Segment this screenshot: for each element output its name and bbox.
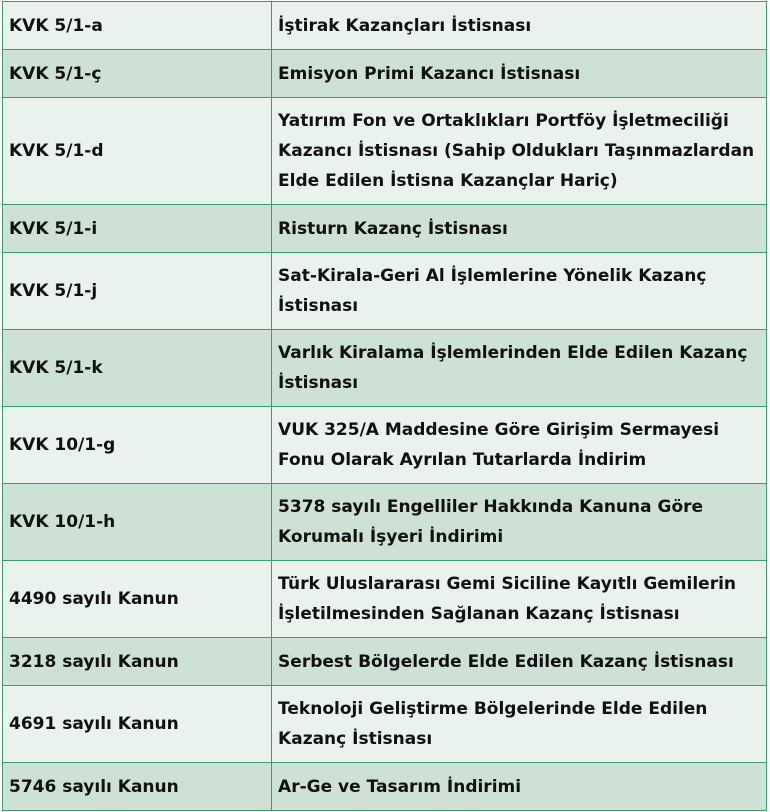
law-reference-cell: KVK 5/1-i bbox=[3, 205, 272, 253]
exemption-description-cell: Teknoloji Geliştirme Bölgelerinde Elde Edilen Kazanç İstisnası bbox=[272, 686, 767, 763]
exemption-description-cell: Türk Uluslararası Gemi Siciline Kayıtlı Gemilerin İşletilmesinden Sağlanan Kazanç İstisnası bbox=[272, 561, 767, 638]
law-reference-cell: KVK 10/1-h bbox=[3, 484, 272, 561]
exemption-description-cell: Varlık Kiralama İşlemlerinden Elde Edilen Kazanç İstisnası bbox=[272, 330, 767, 407]
exemption-description-cell: Sat-Kirala-Geri Al İşlemlerine Yönelik Kazanç İstisnası bbox=[272, 253, 767, 330]
exemption-description-cell: 5378 sayılı Engelliler Hakkında Kanuna Göre Korumalı İşyeri İndirimi bbox=[272, 484, 767, 561]
exemption-description-cell: Yatırım Fon ve Ortaklıkları Portföy İşletmeciliği Kazancı İstisnası (Sahip Oldukları Taşınmazlardan Elde Edilen İstisna Kazançlar Hariç) bbox=[272, 98, 767, 205]
law-reference-cell: KVK 5/1-d bbox=[3, 98, 272, 205]
law-reference-cell: KVK 5/1-a bbox=[3, 2, 272, 50]
exemption-description-cell: Serbest Bölgelerde Elde Edilen Kazanç İstisnası bbox=[272, 638, 767, 686]
exemption-description-cell: Emisyon Primi Kazancı İstisnası bbox=[272, 50, 767, 98]
table-row bbox=[3, 205, 767, 253]
law-reference-cell: 5746 sayılı Kanun bbox=[3, 763, 272, 811]
table-row bbox=[3, 407, 767, 484]
table-row bbox=[3, 98, 767, 205]
law-reference-cell: KVK 5/1-ç bbox=[3, 50, 272, 98]
table-row bbox=[3, 2, 767, 50]
table-row bbox=[3, 561, 767, 638]
table-row bbox=[3, 686, 767, 763]
law-reference-cell: KVK 10/1-g bbox=[3, 407, 272, 484]
table-row bbox=[3, 253, 767, 330]
exemption-description-cell: VUK 325/A Maddesine Göre Girişim Sermayesi Fonu Olarak Ayrılan Tutarlarda İndirim bbox=[272, 407, 767, 484]
law-reference-cell: KVK 5/1-k bbox=[3, 330, 272, 407]
table-row bbox=[3, 638, 767, 686]
law-reference-cell: 4490 sayılı Kanun bbox=[3, 561, 272, 638]
exemption-table bbox=[2, 1, 767, 811]
table-row bbox=[3, 330, 767, 407]
law-reference-cell: 4691 sayılı Kanun bbox=[3, 686, 272, 763]
table-row bbox=[3, 50, 767, 98]
table-row bbox=[3, 484, 767, 561]
exemption-description-cell: İştirak Kazançları İstisnası bbox=[272, 2, 767, 50]
law-reference-cell: 3218 sayılı Kanun bbox=[3, 638, 272, 686]
law-reference-cell: KVK 5/1-j bbox=[3, 253, 272, 330]
table-row bbox=[3, 763, 767, 811]
exemption-description-cell: Risturn Kazanç İstisnası bbox=[272, 205, 767, 253]
exemption-description-cell: Ar-Ge ve Tasarım İndirimi bbox=[272, 763, 767, 811]
